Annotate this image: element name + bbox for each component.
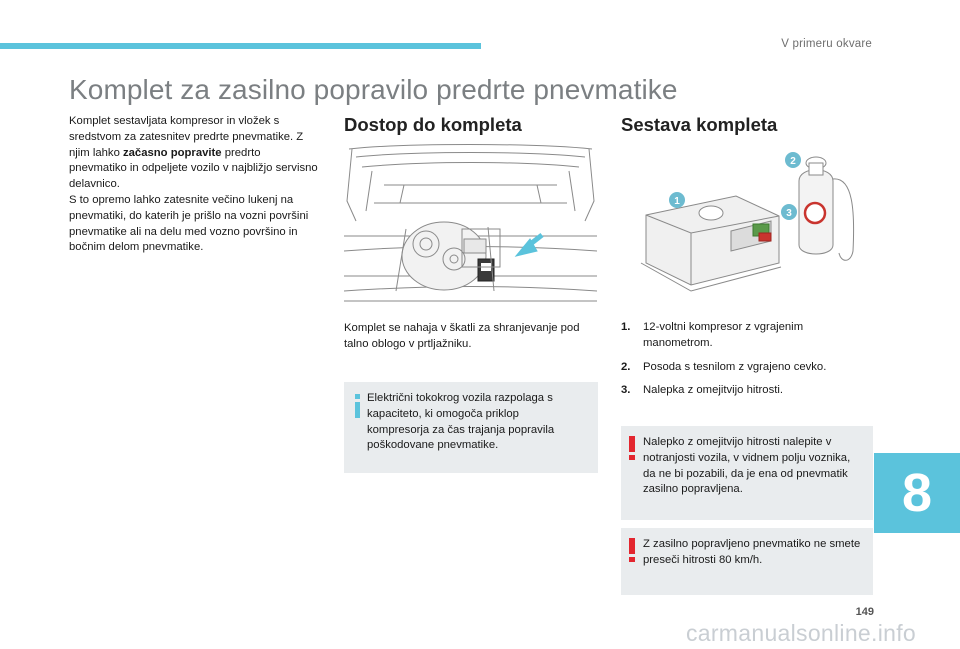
warning-note-sticker <box>621 426 873 520</box>
warning-icon <box>629 538 635 562</box>
list-item: 1. 12-voltni kompresor z vgrajenim manometrom. <box>621 321 804 349</box>
intro-paragraph-2: S to opremo lahko zatesnite večino lukenj na pnevmatiki, do katerih je prišlo na vozni površini pnevmatike ali na delu med vozno površino in bočnim delom pnevmatike. <box>69 193 309 254</box>
info-note <box>344 382 598 473</box>
kit-section-title: Sestava kompleta <box>621 114 778 135</box>
intro-paragraph-1: Komplet sestavljata kompresor in vložek s sredstvom za zatesnitev predrte pnevmatike. Z njim lahko začasno popravite predrto pnevmatiko in odpeljete vozilo v najbližjo servisno delavnico. <box>69 115 318 191</box>
list-item: 3. Nalepka z omejitvijo hitrosti. <box>621 384 784 397</box>
chapter-label: V primeru okvare <box>781 38 872 50</box>
warning-note-text: Z zasilno popravljeno pnevmatiko ne smete preseči hitrosti 80 km/h. <box>643 538 861 566</box>
page-title: Komplet za zasilno popravilo predrte pnevmatike <box>69 74 678 105</box>
repair-kit-illustration <box>621 141 873 315</box>
intro-text <box>69 114 319 256</box>
callout-2: 2 <box>790 156 796 167</box>
trunk-illustration <box>344 141 597 315</box>
chapter-tab <box>874 453 960 533</box>
header-accent-bar <box>0 43 481 49</box>
kit-components-list <box>621 320 873 407</box>
callout-1: 1 <box>674 196 680 207</box>
chapter-number: 8 <box>901 463 933 523</box>
access-section-title: Dostop do kompleta <box>344 114 522 135</box>
warning-note-speed <box>621 528 873 595</box>
page-number: 149 <box>855 606 874 618</box>
list-item: 2. Posoda s tesnilom z vgrajeno cevko. <box>621 360 827 373</box>
info-icon <box>353 394 363 418</box>
info-note-text: Električni tokokrog vozila razpolaga s kapaciteto, ki omogoča priklop kompresorja za čas trajanja popravila poškodovane pnevmatike. <box>367 392 555 452</box>
watermark: carmanualsonline.info <box>685 620 916 646</box>
warning-icon <box>629 436 635 460</box>
access-caption: Komplet se nahaja v škatli za shranjevanje pod talno oblogo v prtljažniku. <box>344 322 580 350</box>
callout-3: 3 <box>786 208 792 219</box>
warning-note-text: Nalepko z omejitvijo hitrosti nalepite v notranjosti vozila, v vidnem polju voznika, da ne bi pozabili, da je ena od pnevmatik zasilno popravljena. <box>643 436 851 496</box>
